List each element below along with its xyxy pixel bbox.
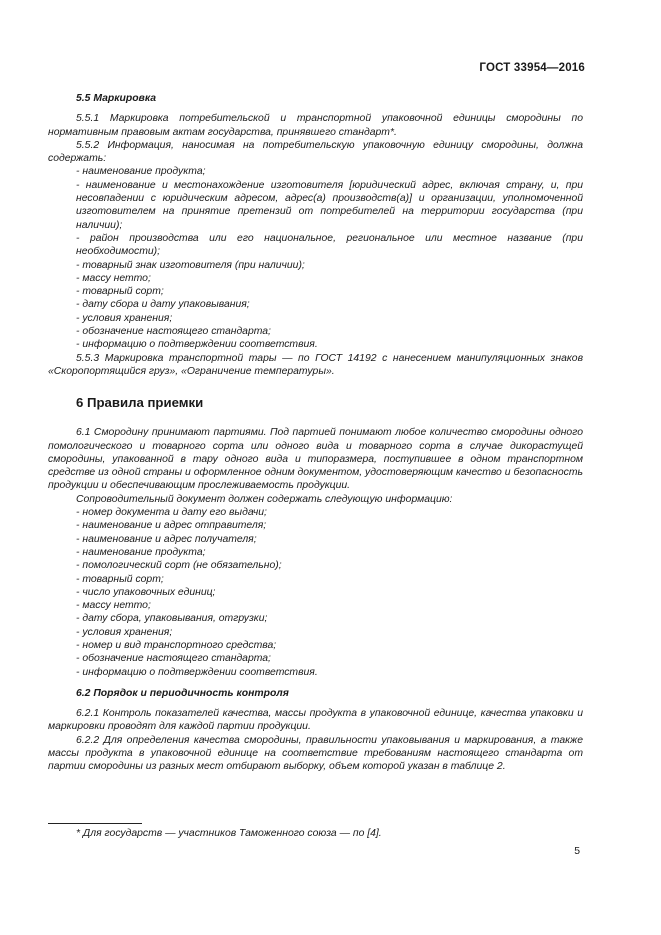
page-content xyxy=(48,92,583,774)
paragraph-accompanying-document: Сопроводительный документ должен содержать следующую информацию: xyxy=(76,493,453,505)
footnote-text: * Для государств — участников Таможенного союза — по [4]. xyxy=(76,828,382,839)
list-item: - наименование продукта; xyxy=(76,166,206,178)
list-item: - номер и вид транспортного средства; xyxy=(76,639,277,651)
list-item: - наименование и адрес получателя; xyxy=(76,533,257,545)
list-item: - условия хранения; xyxy=(76,312,173,324)
section-heading-6-2: 6.2 Порядок и периодичность контроля xyxy=(76,687,289,699)
list-item: - массу нетто; xyxy=(76,600,151,612)
page-number: 5 xyxy=(574,846,580,857)
accompanying-document-list xyxy=(48,506,583,679)
list-item: - помологический сорт (не обязательно); xyxy=(76,560,282,572)
paragraph-5-5-2: 5.5.2 Информация, наносимая на потребительскую упаковочную единицу смородины, должна содержать: xyxy=(48,139,583,165)
list-item: - условия хранения; xyxy=(76,626,173,638)
footnote-divider xyxy=(48,823,142,824)
list-item: - число упаковочных единиц; xyxy=(76,586,216,598)
section-heading-5-5: 5.5 Маркировка xyxy=(76,93,156,104)
list-item: - товарный сорт; xyxy=(76,286,164,298)
list-item: - район производства или его национальное, региональное или местное название (при необходимости); xyxy=(76,232,583,258)
list-item: - обозначение настоящего стандарта; xyxy=(76,653,271,665)
document-code: ГОСТ 33954—2016 xyxy=(479,62,585,74)
list-item: - товарный сорт; xyxy=(76,573,164,585)
list-item: - обозначение настоящего стандарта; xyxy=(76,326,271,338)
list-item: - массу нетто; xyxy=(76,272,151,284)
paragraph-6-2-2: 6.2.2 Для определения качества смородины, правильности упаковывания и маркирования, а также массы продукта в упаковочной единице на соответствие требованиям настоящего стандарта от партии смородины из разных мест отбирают выборку, объем которой указан в таблице 2. xyxy=(48,734,583,773)
list-item: - товарный знак изготовителя (при наличии); xyxy=(76,259,305,271)
list-item: - номер документа и дату его выдачи; xyxy=(76,507,267,519)
list-item: - дату сбора и дату упаковывания; xyxy=(76,299,250,311)
marking-list xyxy=(48,165,583,351)
paragraph-6-2-1: 6.2.1 Контроль показателей качества, массы продукта в упаковочной единице, качества упаковки и маркировки проводят для каждой партии продукции. xyxy=(48,708,583,733)
list-item: - дату сбора, упаковывания, отгрузки; xyxy=(76,613,268,625)
list-item: - наименование продукта; xyxy=(76,546,206,558)
paragraph-5-5-3: 5.5.3 Маркировка транспортной тары — по ГОСТ 14192 с нанесением манипуляционных знаков «Скоропортящийся груз», «Ограничение температуры». xyxy=(48,352,583,377)
list-item: - наименование и местонахождение изготовителя [юридический адрес, включая страну, и, при несовпадении с юридическим адресом, адрес(а) производств(а)] и организации, уполномоченной изготовителем на принятие претензий от потребителей на территории государства (при наличии); xyxy=(76,179,583,231)
list-item: - наименование и адрес отправителя; xyxy=(76,520,267,532)
section-heading-6: 6 Правила приемки xyxy=(76,395,204,411)
list-item: - информацию о подтверждении соответствия. xyxy=(76,339,318,351)
paragraph-5-5-1: 5.5.1 Маркировка потребительской и транспортной упаковочной единицы смородины по нормативным правовым актам государства, принявшего стандарт*. xyxy=(48,113,583,138)
paragraph-6-1: 6.1 Смородину принимают партиями. Под партией понимают любое количество смородины одного помологического и товарного сорта или одного вида и товарного сорта в случае дикорастущей смородины, упакованной в тару одного вида и типоразмера, поступившее в одном транспортном средстве из одной страны и оформленное одним документом, удостоверяющим качество и безопасность продукции и обеспечивающим прослеживаемость продукции. xyxy=(48,427,583,492)
list-item: - информацию о подтверждении соответствия. xyxy=(76,666,318,678)
